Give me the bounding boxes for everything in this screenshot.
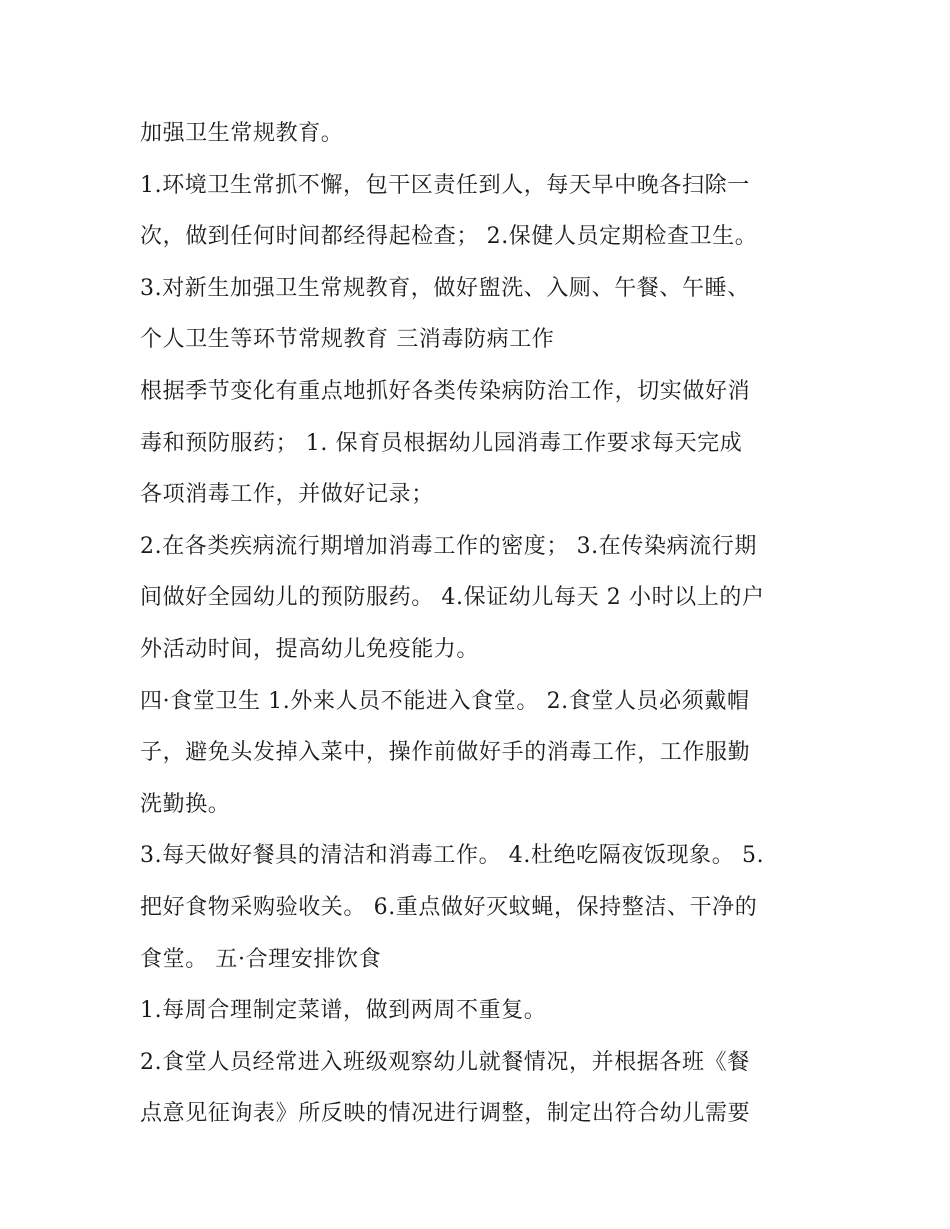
text-line: 2.食堂人员经常进入班级观察幼儿就餐情况，并根据各班《餐 [140, 1049, 750, 1075]
text-line: 把好食物采购验收关。 6.重点做好灭蚊蝇，保持整洁、干净的 [140, 894, 758, 920]
text-line: 加强卫生常规教育。 [140, 121, 344, 146]
text-line: 3.每天做好餐具的清洁和消毒工作。 4.杜绝吃隔夜饭现象。 5. [140, 843, 765, 869]
text-line: 洗勤换。 [140, 791, 231, 817]
text-line: 各项消毒工作，并做好记录； [140, 482, 434, 508]
text-line: 毒和预防服药； 1. 保育员根据幼儿园消毒工作要求每天完成 [140, 430, 743, 456]
text-line: 外活动时间，提高幼儿免疫能力。 [140, 636, 480, 662]
text-line: 1.环境卫生常抓不懈，包干区责任到人，每天早中晚各扫除一 [140, 172, 750, 198]
text-line: 根据季节变化有重点地抓好各类传染病防治工作，切实做好消 [140, 378, 751, 404]
text-line: 1.每周合理制定菜谱，做到两周不重复。 [140, 998, 547, 1024]
text-line: 次，做到任何时间都经得起检查； 2.保健人员定期检查卫生。 [140, 224, 758, 250]
text-line: 点意见征询表》所反映的情况进行调整，制定出符合幼儿需要 [140, 1101, 751, 1127]
text-line: 3.对新生加强卫生常规教育，做好盥洗、入厕、午餐、午睡、 [140, 275, 750, 301]
document-body [140, 108, 820, 1140]
text-line: 2.在各类疾病流行期增加消毒工作的密度； 3.在传染病流行期 [140, 533, 757, 559]
text-line: 间做好全园幼儿的预防服药。 4.保证幼儿每天 2 小时以上的户 [140, 585, 765, 611]
text-line: 四·食堂卫生 1.外来人员不能进入食堂。 2.食堂人员必须戴帽 [140, 688, 750, 714]
text-line: 个人卫生等环节常规教育 三消毒防病工作 [140, 327, 555, 353]
text-line: 食堂。 五·合理安排饮食 [140, 946, 382, 972]
text-line: 子，避免头发掉入菜中，操作前做好手的消毒工作，工作服勤 [140, 740, 751, 766]
